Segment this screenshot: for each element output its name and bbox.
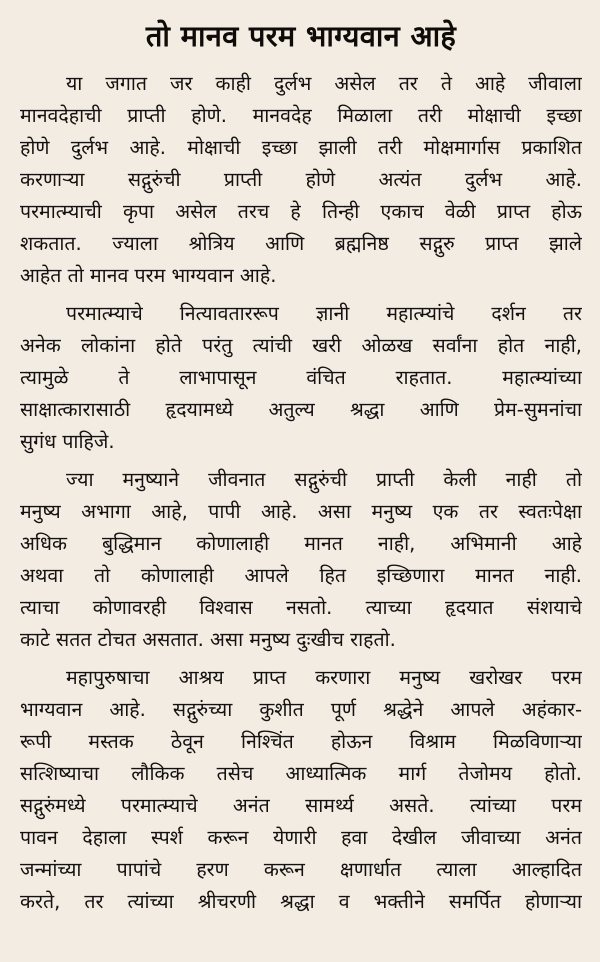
text-line: अथवा तो कोणालाही आपले हित इच्छिणारा मानत नाही. [20, 564, 582, 587]
text-line: करते, तर त्यांच्या श्रीचरणी श्रद्धा व भक्तीने समर्पित होणाऱ्या [20, 890, 582, 913]
paragraph-3 [20, 464, 582, 656]
text-line: शकतात. ज्याला श्रोत्रिय आणि ब्रह्मनिष्ठ सद्गुरु प्राप्त झाले [20, 232, 582, 255]
text-line: पावन देहाला स्पर्श करून येणारी हवा देखील जीवाच्या अनंत [20, 826, 582, 849]
text-line: रूपी मस्तक ठेवून निश्चिंत होऊन विश्राम मिळविणाऱ्या [20, 730, 582, 753]
paragraph-4 [20, 662, 582, 918]
text-line: साक्षात्कारासाठी हृदयामध्ये अतुल्य श्रद्धा आणि प्रेम-सुमनांचा [20, 398, 582, 421]
text-line: करणाऱ्या सद्गुरुंची प्राप्ती होणे अत्यंत दुर्लभ आहे. [20, 168, 582, 191]
text-line: या जगात जर काही दुर्लभ असेल तर ते आहे जीवाला [66, 72, 582, 95]
paragraph-2 [20, 298, 582, 458]
text-line: परमात्म्याचे नित्यावताररूप ज्ञानी महात्म्यांचे दर्शन तर [66, 302, 582, 325]
article-title: तो मानव परम भाग्यवान आहे [145, 19, 457, 53]
text-line: सद्गुरुंमध्ये परमात्म्याचे अनंत सामर्थ्य असते. त्यांच्या परम [20, 794, 582, 817]
text-line: महापुरुषाचा आश्रय प्राप्त करणारा मनुष्य खरोखर परम [66, 666, 582, 689]
text-line: परमात्म्याची कृपा असेल तरच हे तिन्ही एकाच वेळी प्राप्त होऊ [20, 200, 582, 223]
text-line: सुगंध पाहिजे. [20, 430, 115, 453]
paragraph-1 [20, 68, 582, 292]
text-line: जन्मांच्या पापांचे हरण करून क्षणार्धात त्याला आल्हादित [20, 858, 582, 881]
text-line: भाग्यवान आहे. सद्गुरुंच्या कुशीत पूर्ण श्रद्धेने आपले अहंकार- [20, 698, 582, 721]
text-line: अधिक बुद्धिमान कोणालाही मानत नाही, अभिमानी आहे [20, 532, 582, 555]
text-line: मनुष्य अभागा आहे, पापी आहे. असा मनुष्य एक तर स्वतःपेक्षा [20, 500, 582, 523]
text-line: अनेक लोकांना होते परंतु त्यांची खरी ओळख सर्वांना होत नाही, [20, 334, 582, 357]
text-line: त्याचा कोणावरही विश्वास नसतो. त्याच्या हृदयात संशयाचे [20, 596, 582, 619]
text-line: सत्शिष्याचा लौकिक तसेच आध्यात्मिक मार्ग तेजोमय होतो. [20, 762, 582, 785]
text-line: मानवदेहाची प्राप्ती होणे. मानवदेह मिळाला तरी मोक्षाची इच्छा [20, 104, 582, 127]
text-line: ज्या मनुष्याने जीवनात सद्गुरुंची प्राप्ती केली नाही तो [66, 468, 582, 491]
text-line: काटे सतत टोचत असतात. असा मनुष्य दुःखीच राहतो. [20, 628, 396, 651]
text-line: आहेत तो मानव परम भाग्यवान आहे. [20, 264, 277, 287]
text-line: होणे दुर्लभ आहे. मोक्षाची इच्छा झाली तरी मोक्षमार्गास प्रकाशित [20, 136, 582, 159]
text-line: त्यामुळे ते लाभापासून वंचित राहतात. महात्म्यांच्या [20, 366, 582, 389]
